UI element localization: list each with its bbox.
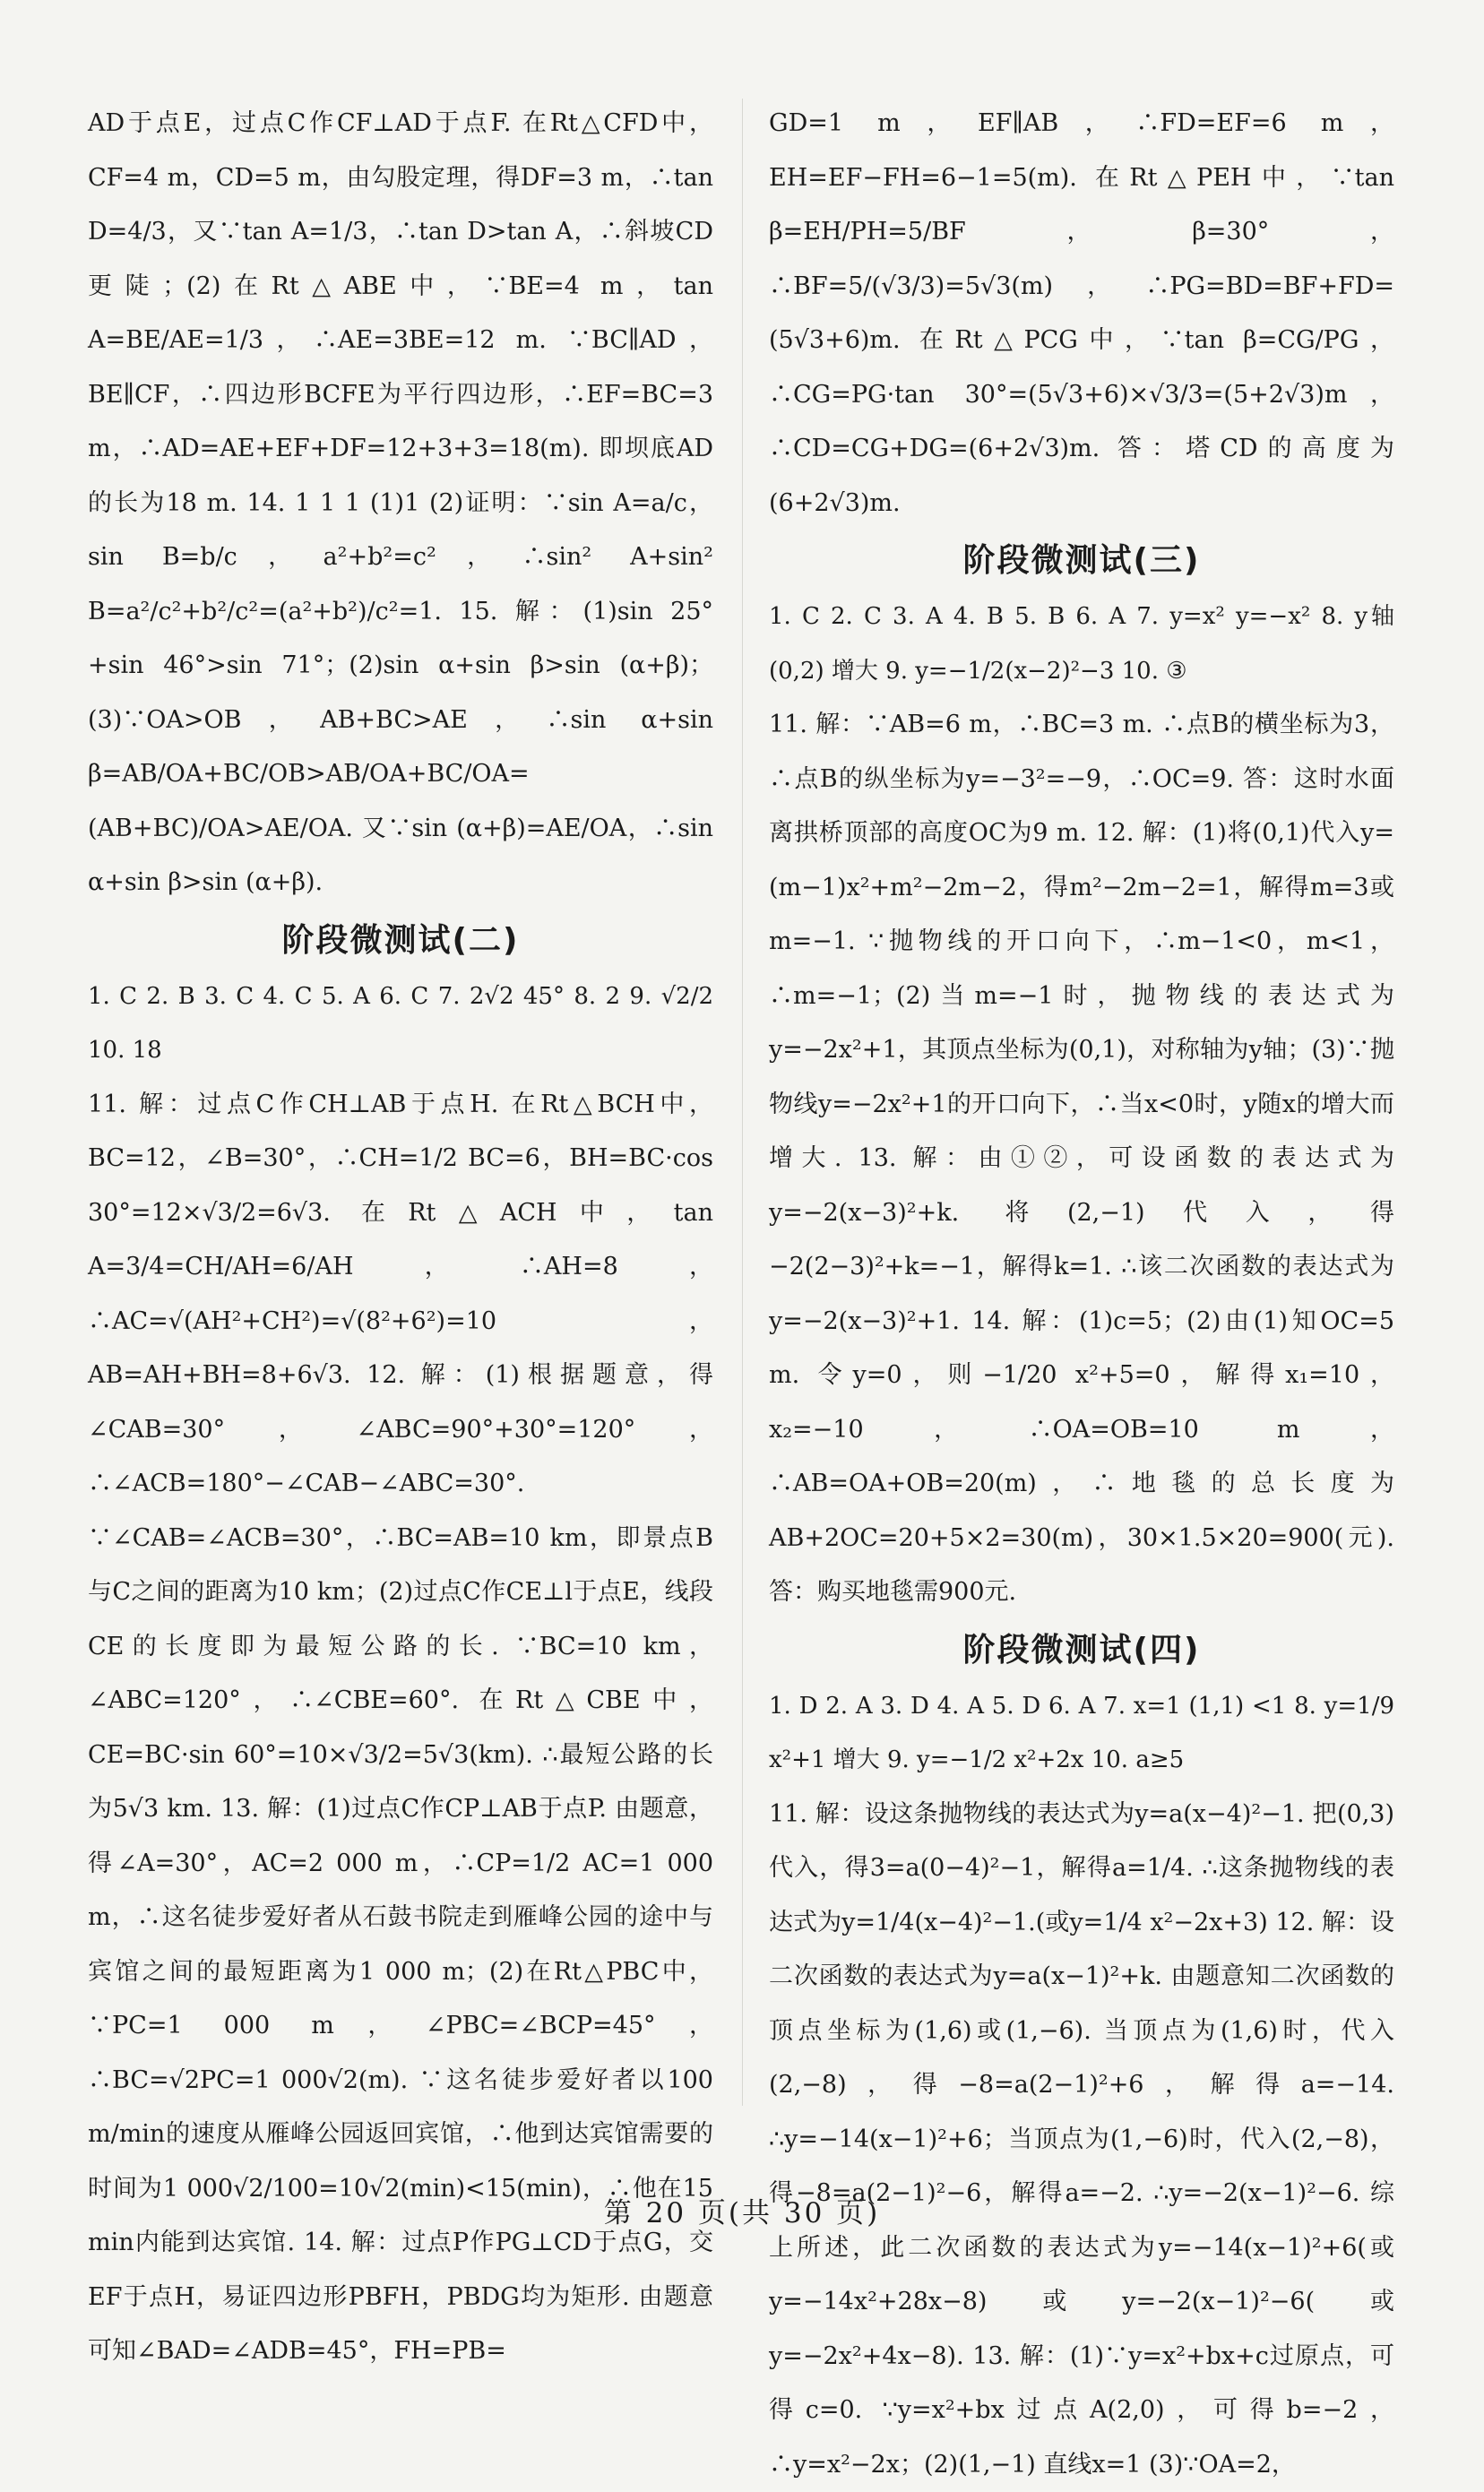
continued-solution: GD=1 m，EF∥AB，∴FD=EF=6 m，EH=EF−FH=6−1=5(m). 在Rt△PEH中，∵tan β=EH/PH=5/BF，β=30°，∴BF=5/(√3/3)=5√3(m)，∴PG=BD=BF+FD=(5√3+6)m. 在Rt△PCG中，∵tan β=CG/PG，∴CG=PG·tan 30°=(5√3+6)×√3/3=(5+2√3)m，∴CD=CG+DG=(6+2√3)m. 答：塔CD的高度为(6+2√3)m. [769, 97, 1394, 530]
left-column [88, 97, 713, 2379]
column-divider [742, 99, 743, 2106]
section-heading-2: 阶段微测试(二) [88, 912, 713, 970]
section-heading-4: 阶段微测试(四) [769, 1622, 1394, 1679]
section-3-solutions: 11. 解：∵AB=6 m，∴BC=3 m. ∴点B的横坐标为3，∴点B的纵坐标为y=−3²=−9，∴OC=9. 答：这时水面离拱桥顶部的高度OC为9 m. 12. 解：(1)将(0,1)代入y=(m−1)x²+m²−2m−2，得m²−2m−2=1，解得m=3或m=−1. ∵抛物线的开口向下，∴m−1<0，m<1，∴m=−1；(2)当m=−1时，抛物线的表达式为y=−2x²+1，其顶点坐标为(0,1)，对称轴为y轴；(3)∵抛物线y=−2x²+1的开口向下，∴当x<0时，y随x的增大而增大. 13. 解：由①②，可设函数的表达式为y=−2(x−3)²+k. 将(2,−1)代入，得−2(2−3)²+k=−1，解得k=1. ∴该二次函数的表达式为y=−2(x−3)²+1. 14. 解：(1)c=5；(2)由(1)知OC=5 m. 令y=0，则−1/20 x²+5=0，解得x₁=10，x₂=−10，∴OA=OB=10 m，∴AB=OA+OB=20(m)，∴地毯的总长度为AB+2OC=20+5×2=30(m)，30×1.5×20=900(元). 答：购买地毯需900元. [769, 698, 1394, 1620]
answer-paragraph: AD于点E，过点C作CF⊥AD于点F. 在Rt△CFD中，CF=4 m，CD=5 m，由勾股定理，得DF=3 m，∴tan D=4/3，又∵tan A=1/3，∴tan D>tan A，∴斜坡CD更陡；(2)在Rt△ABE中，∵BE=4 m，tan A=BE/AE=1/3，∴AE=3BE=12 m. ∵BC∥AD，BE∥CF，∴四边形BCFE为平行四边形，∴EF=BC=3 m，∴AD=AE+EF+DF=12+3+3=18(m). 即坝底AD的长为18 m. 14. 1 1 1 (1)1 (2)证明：∵sin A=a/c，sin B=b/c，a²+b²=c²，∴sin² A+sin² B=a²/c²+b²/c²=(a²+b²)/c²=1. 15. 解：(1)sin 25°+sin 46°>sin 71°；(2)sin α+sin β>sin (α+β)；(3)∵OA>OB，AB+BC>AE，∴sin α+sin β=AB/OA+BC/OB>AB/OA+BC/OA=(AB+BC)/OA>AE/OA. 又∵sin (α+β)=AE/OA，∴sin α+sin β>sin (α+β). [88, 97, 713, 910]
section-2-choice-answers: 1. C 2. B 3. C 4. C 5. A 6. C 7. 2√2 45° 8. 2 9. √2/2 10. 18 [88, 970, 713, 1078]
right-column [769, 97, 1394, 2492]
section-3-choice-answers: 1. C 2. C 3. A 4. B 5. B 6. A 7. y=x² y=−x² 8. y轴 (0,2) 增大 9. y=−1/2(x−2)²−3 10. ③ [769, 590, 1394, 698]
section-4-solutions: 11. 解：设这条抛物线的表达式为y=a(x−4)²−1. 把(0,3)代入，得3=a(0−4)²−1，解得a=1/4. ∴这条抛物线的表达式为y=1/4(x−4)²−1.(或y=1/4 x²−2x+3) 12. 解：设二次函数的表达式为y=a(x−1)²+k. 由题意知二次函数的顶点坐标为(1,6)或(1,−6). 当顶点为(1,6)时，代入(2,−8)，得−8=a(2−1)²+6，解得a=−14. ∴y=−14(x−1)²+6；当顶点为(1,−6)时，代入(2,−8)，得−8=a(2−1)²−6，解得a=−2. ∴y=−2(x−1)²−6. 综上所述，此二次函数的表达式为y=−14(x−1)²+6(或y=−14x²+28x−8)或y=−2(x−1)²−6(或y=−2x²+4x−8). 13. 解：(1)∵y=x²+bx+c过原点，可得c=0. ∵y=x²+bx过点A(2,0)，可得b=−2，∴y=x²−2x；(2)(1,−1) 直线x=1 (3)∵OA=2， [769, 1788, 1394, 2492]
section-4-choice-answers: 1. D 2. A 3. D 4. A 5. D 6. A 7. x=1 (1,1) <1 8. y=1/9 x²+1 增大 9. y=−1/2 x²+2x 10. a≥5 [769, 1679, 1394, 1788]
section-heading-3: 阶段微测试(三) [769, 532, 1394, 590]
section-2-solutions: 11. 解：过点C作CH⊥AB于点H. 在Rt△BCH中，BC=12，∠B=30°，∴CH=1/2 BC=6，BH=BC·cos 30°=12×√3/2=6√3. 在Rt△ACH中，tan A=3/4=CH/AH=6/AH，∴AH=8，∴AC=√(AH²+CH²)=√(8²+6²)=10，AB=AH+BH=8+6√3. 12. 解：(1)根据题意，得∠CAB=30°，∠ABC=90°+30°=120°，∴∠ACB=180°−∠CAB−∠ABC=30°. ∵∠CAB=∠ACB=30°，∴BC=AB=10 km，即景点B与C之间的距离为10 km；(2)过点C作CE⊥l于点E，线段CE的长度即为最短公路的长. ∵BC=10 km，∠ABC=120°，∴∠CBE=60°. 在Rt△CBE中，CE=BC·sin 60°=10×√3/2=5√3(km). ∴最短公路的长为5√3 km. 13. 解：(1)过点C作CP⊥AB于点P. 由题意，得∠A=30°，AC=2 000 m，∴CP=1/2 AC=1 000 m，∴这名徒步爱好者从石鼓书院走到雁峰公园的途中与宾馆之间的最短距离为1 000 m；(2)在Rt△PBC中，∵PC=1 000 m，∠PBC=∠BCP=45°，∴BC=√2PC=1 000√2(m). ∵这名徒步爱好者以100 m/min的速度从雁峰公园返回宾馆，∴他到达宾馆需要的时间为1 000√2/100=10√2(min)<15(min)，∴他在15 min内能到达宾馆. 14. 解：过点P作PG⊥CD于点G，交EF于点H，易证四边形PBFH，PBDG均为矩形. 由题意可知∠BAD=∠ADB=45°，FH=PB= [88, 1078, 713, 2379]
page-number-footer: 第 20 页(共 30 页) [0, 2190, 1484, 2230]
